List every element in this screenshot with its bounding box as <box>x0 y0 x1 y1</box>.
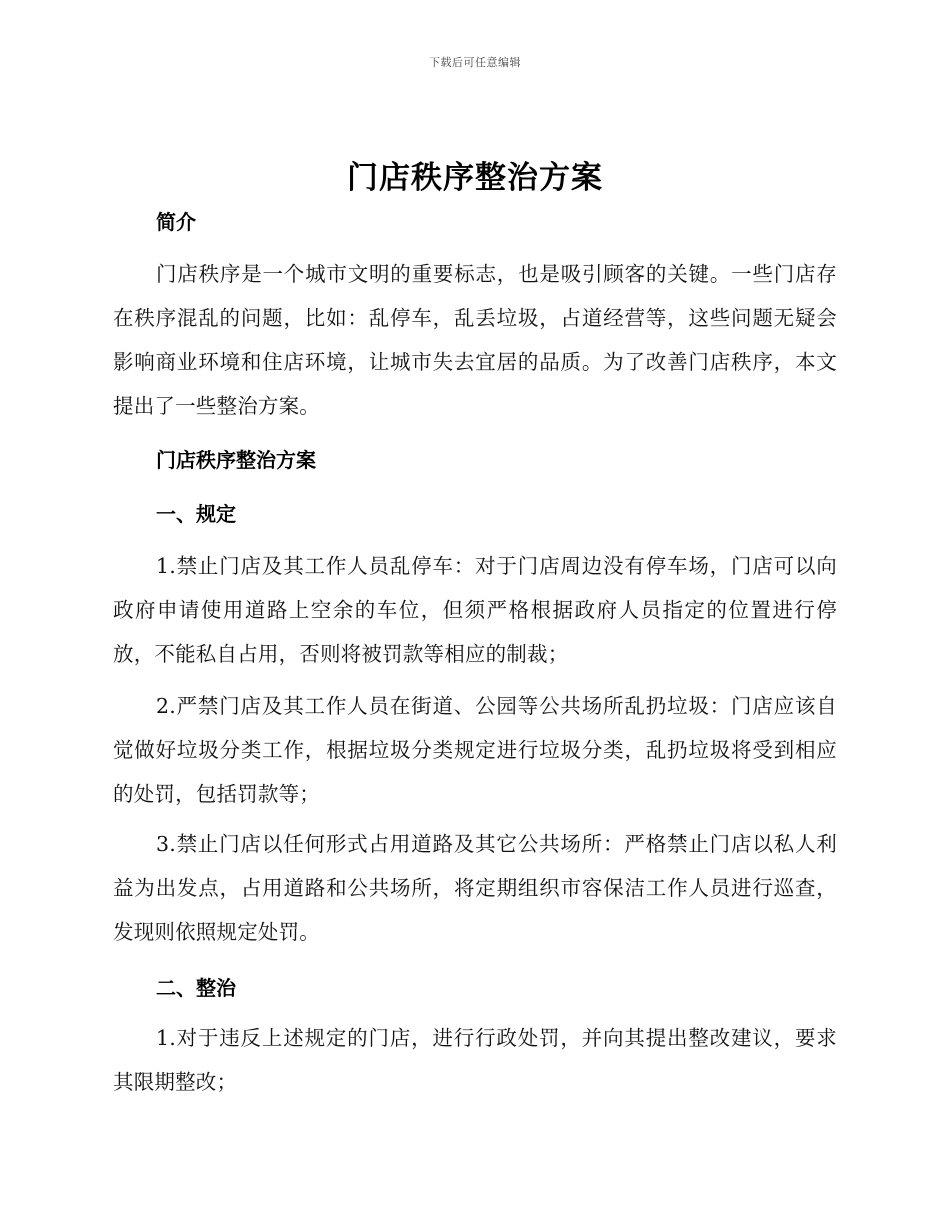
section1-item-2: 2.严禁门店及其工作人员在街道、公园等公共场所乱扔垃圾：门店应该自觉做好垃圾分类工作，根据垃圾分类规定进行垃圾分类，乱扔垃圾将受到相应的处罚，包括罚款等； <box>113 694 837 806</box>
header-note: 下载后可任意编辑 <box>429 56 521 69</box>
intro-paragraph: 门店秩序是一个城市文明的重要标志，也是吸引顾客的关键。一些门店存在秩序混乱的问题，比如：乱停车，乱丢垃圾，占道经营等，这些问题无疑会影响商业环境和住店环境，让城市失去宜居的品质。为了改善门店秩序，本文提出了一些整治方案。 <box>113 262 837 418</box>
plan-heading: 门店秩序整治方案 <box>156 448 316 472</box>
section1-item-1: 1.禁止门店及其工作人员乱停车：对于门店周边没有停车场，门店可以向政府申请使用道路上空余的车位，但须严格根据政府人员指定的位置进行停放，不能私自占用，否则将被罚款等相应的制裁； <box>113 554 837 666</box>
section2-heading: 二、整治 <box>156 976 236 1000</box>
section2-item-1: 1.对于违反上述规定的门店，进行行政处罚，并向其提出整改建议，要求其限期整改； <box>113 1026 837 1094</box>
document-title: 门店秩序整治方案 <box>347 160 603 196</box>
section1-heading: 一、规定 <box>156 502 236 526</box>
intro-heading: 简介 <box>156 210 196 234</box>
section1-item-3: 3.禁止门店以任何形式占用道路及其它公共场所：严格禁止门店以私人利益为出发点，占用道路和公共场所，将定期组织市容保洁工作人员进行巡查，发现则依照规定处罚。 <box>113 832 837 944</box>
